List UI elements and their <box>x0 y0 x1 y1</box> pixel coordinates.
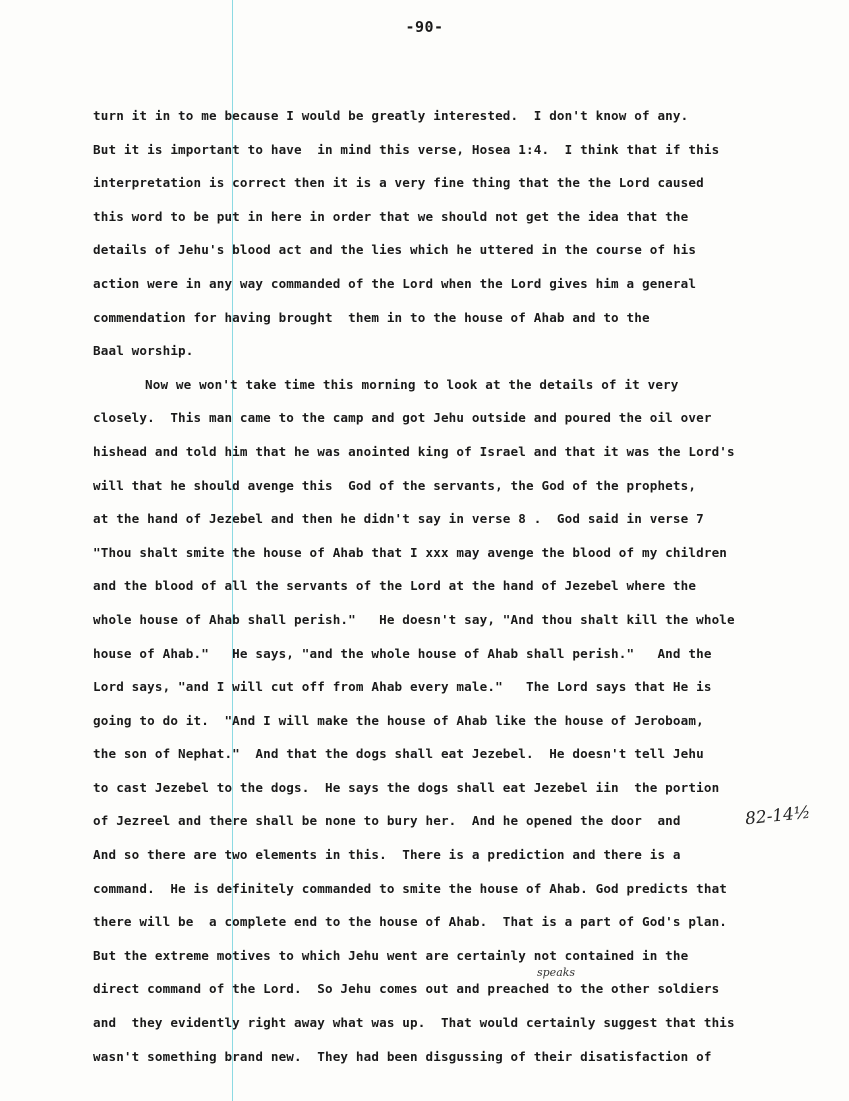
text-line: there will be a complete end to the house of Ahab. That is a part of God's plan. <box>93 914 728 930</box>
handwritten-insert: speaks <box>537 966 576 979</box>
text-line: "Thou shalt smite the house of Ahab that I xxx may avenge the blood of my children <box>93 544 728 560</box>
text-line: But it is important to have in mind this verse, Hosea 1:4. I think that if this <box>93 141 720 157</box>
text-line: will that he should avenge this God of the servants, the God of the prophets, <box>93 477 697 493</box>
text-line: details of Jehu's blood act and the lies which he uttered in the course of his <box>93 242 697 258</box>
typed-text-body <box>93 104 813 1078</box>
text-line: But the extreme motives to which Jehu went are certainly not contained in the <box>93 947 689 963</box>
text-line: command. He is definitely commanded to smite the house of Ahab. God predicts that <box>93 880 728 896</box>
text-line: and the blood of all the servants of the Lord at the hand of Jezebel where the <box>93 578 697 594</box>
text-line: hishead and told him that he was anointed king of Israel and that it was the Lord's <box>93 443 735 459</box>
page-number: -90- <box>405 18 444 36</box>
text-line: this word to be put in here in order that we should not get the idea that the <box>93 208 689 224</box>
text-line: closely. This man came to the camp and got Jehu outside and poured the oil over <box>93 410 712 426</box>
text-line: at the hand of Jezebel and then he didn't say in verse 8 . God said in verse 7 <box>93 511 704 527</box>
text-line: going to do it. "And I will make the house of Ahab like the house of Jeroboam, <box>93 712 704 728</box>
text-line: Lord says, "and I will cut off from Ahab every male." The Lord says that He is <box>93 679 712 695</box>
text-line: wasn't something brand new. They had been disgussing of their disatisfaction of <box>93 1048 712 1064</box>
text-line: the son of Nephat." And that the dogs shall eat Jezebel. He doesn't tell Jehu <box>93 746 704 762</box>
text-line: commendation for having brought them in to the house of Ahab and to the <box>93 309 650 325</box>
text-line: interpretation is correct then it is a very fine thing that the the Lord caused <box>93 175 704 191</box>
text-line: whole house of Ahab shall perish." He doesn't say, "And thou shalt kill the whole <box>93 611 735 627</box>
handwritten-margin-note: 82-14½ <box>744 802 812 830</box>
text-line: And so there are two elements in this. There is a prediction and there is a <box>93 847 681 863</box>
text-line: action were in any way commanded of the Lord when the Lord gives him a general <box>93 275 697 291</box>
text-line: turn it in to me because I would be greatly interested. I don't know of any. <box>93 108 689 123</box>
text-line: to cast Jezebel to the dogs. He says the dogs shall eat Jezebel iin the portion <box>93 779 720 795</box>
paragraph-start-line: Now we won't take time this morning to look at the details of it very <box>145 376 679 392</box>
text-line: of Jezreel and there shall be none to bury her. And he opened the door and <box>93 813 681 829</box>
text-line: Baal worship. <box>93 343 194 359</box>
text-line: house of Ahab." He says, "and the whole house of Ahab shall perish." And the <box>93 645 712 661</box>
text-line: direct command of the Lord. So Jehu comes out and preached to the other soldiers <box>93 981 720 997</box>
text-line: and they evidently right away what was up. That would certainly suggest that this <box>93 1015 735 1031</box>
